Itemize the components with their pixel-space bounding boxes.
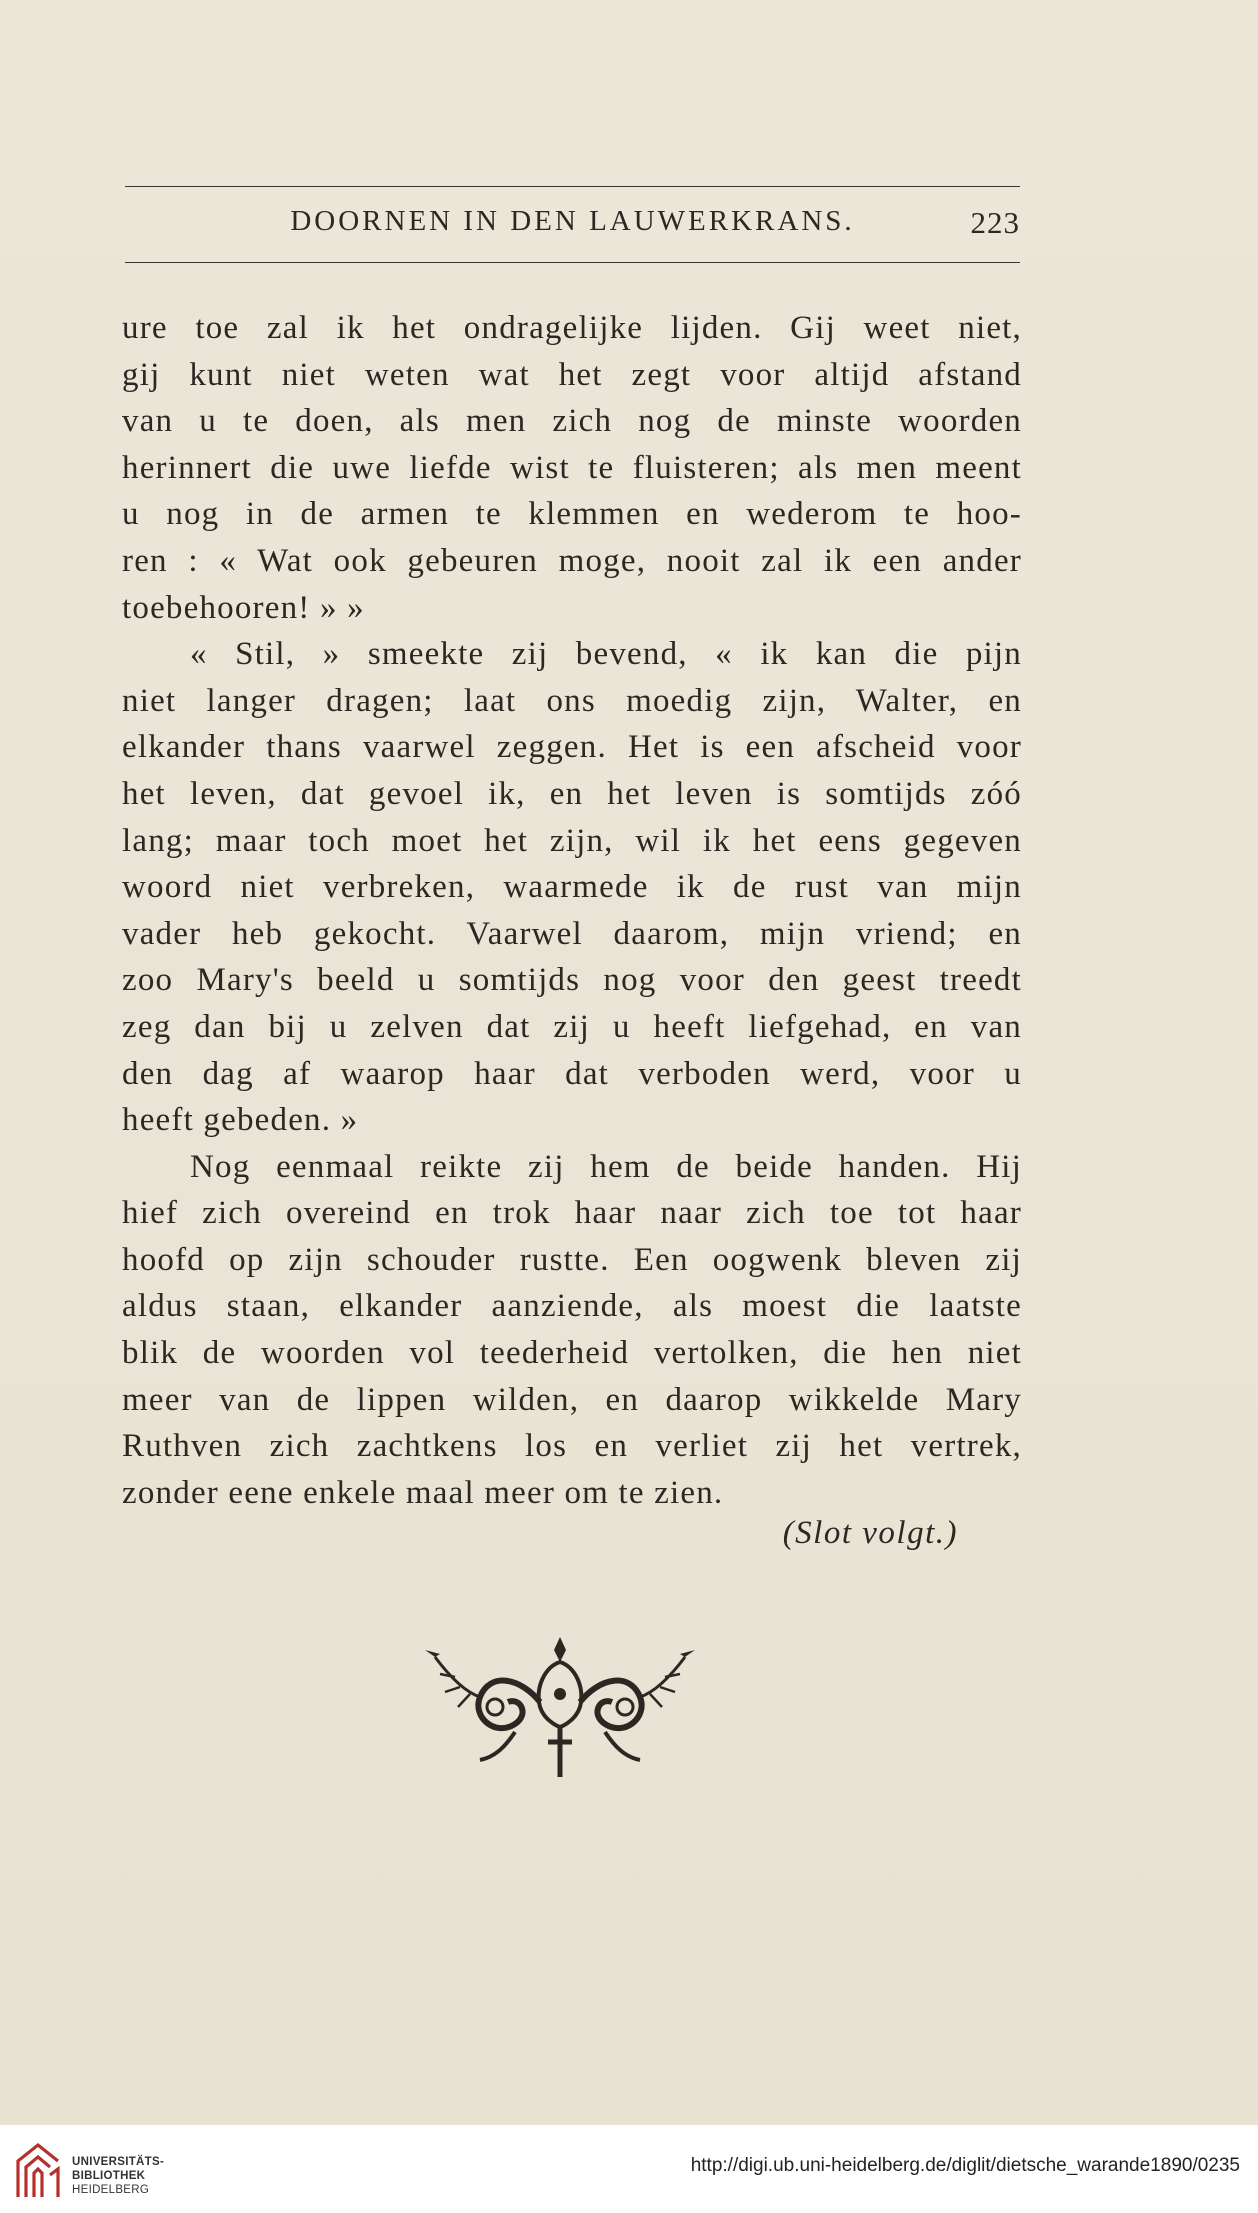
logo-line: BIBLIOTHEK	[72, 2170, 146, 2182]
text-line: het leven, dat gevoel ik, en het leven is somtijds zóó	[122, 775, 1022, 812]
body-text	[122, 305, 1022, 1516]
text-line: zeg dan bij u zelven dat zij u heeft liefgehad, en van	[122, 1008, 1022, 1045]
text-line: blik de woorden vol teederheid vertolken, die hen niet	[122, 1335, 1022, 1372]
text-line: elkander thans vaarwel zeggen. Het is een afscheid voor	[122, 729, 1022, 766]
library-logo	[12, 2139, 182, 2203]
text-line: zoo Mary's beeld u somtijds nog voor den geest treedt	[122, 962, 1022, 999]
header-top-rule	[125, 186, 1020, 187]
text-line: hief zich overeind en trok haar naar zich toe tot haar	[122, 1195, 1022, 1232]
text-line: Ruthven zich zachtkens los en verliet zij het vertrek,	[122, 1428, 1022, 1465]
library-footer	[0, 2125, 1258, 2213]
text-line: den dag af waarop haar dat verboden werd, voor u	[122, 1055, 1022, 1092]
source-url[interactable]: http://digi.ub.uni-heidelberg.de/diglit/dietsche_warande1890/0235	[690, 2155, 1240, 2176]
text-line: Nog eenmaal reikte zij hem de beide handen. Hij	[190, 1148, 1022, 1185]
logo-line: UNIVERSITÄTS-	[72, 2156, 165, 2168]
running-title: DOORNEN IN DEN LAUWERKRANS.	[290, 205, 855, 237]
signoff: (Slot volgt.)	[782, 1515, 958, 1551]
text-line: van u te doen, als men zich nog de minste woorden	[122, 403, 1022, 440]
header-bottom-rule	[125, 262, 1020, 263]
text-line: toebehooren! » »	[122, 589, 365, 626]
library-name	[72, 2155, 164, 2197]
running-header	[125, 205, 1020, 255]
text-line: ren : « Wat ook gebeuren moge, nooit zal ik een ander	[122, 542, 1022, 579]
text-line: heeft gebeden. »	[122, 1102, 359, 1139]
text-line: aldus staan, elkander aanziende, als moest die laatste	[122, 1288, 1022, 1325]
logo-line: HEIDELBERG	[72, 2184, 150, 2196]
text-line: vader heb gekocht. Vaarwel daarom, mijn vriend; en	[122, 915, 1022, 952]
text-line: u nog in de armen te klemmen en wederom te hoo-	[122, 496, 1022, 533]
university-library-logo-icon	[12, 2139, 64, 2201]
text-line: gij kunt niet weten wat het zegt voor altijd afstand	[122, 356, 1022, 393]
fleuron-ornament-icon	[420, 1632, 700, 1782]
page-number: 223	[970, 205, 1020, 240]
text-line: « Stil, » smeekte zij bevend, « ik kan die pijn	[190, 636, 1022, 673]
text-line: woord niet verbreken, waarmede ik de rust van mijn	[122, 869, 1022, 906]
text-line: niet langer dragen; laat ons moedig zijn, Walter, en	[122, 682, 1022, 719]
text-line: lang; maar toch moet het zijn, wil ik het eens gegeven	[122, 822, 1022, 859]
text-line: hoofd op zijn schouder rustte. Een oogwenk bleven zij	[122, 1241, 1022, 1278]
text-line: ure toe zal ik het ondragelijke lijden. Gij weet niet,	[122, 310, 1022, 346]
text-line: meer van de lippen wilden, en daarop wikkelde Mary	[122, 1381, 1022, 1418]
text-line: zonder eene enkele maal meer om te zien.	[122, 1474, 724, 1511]
text-line: herinnert die uwe liefde wist te fluisteren; als men meent	[122, 449, 1022, 486]
